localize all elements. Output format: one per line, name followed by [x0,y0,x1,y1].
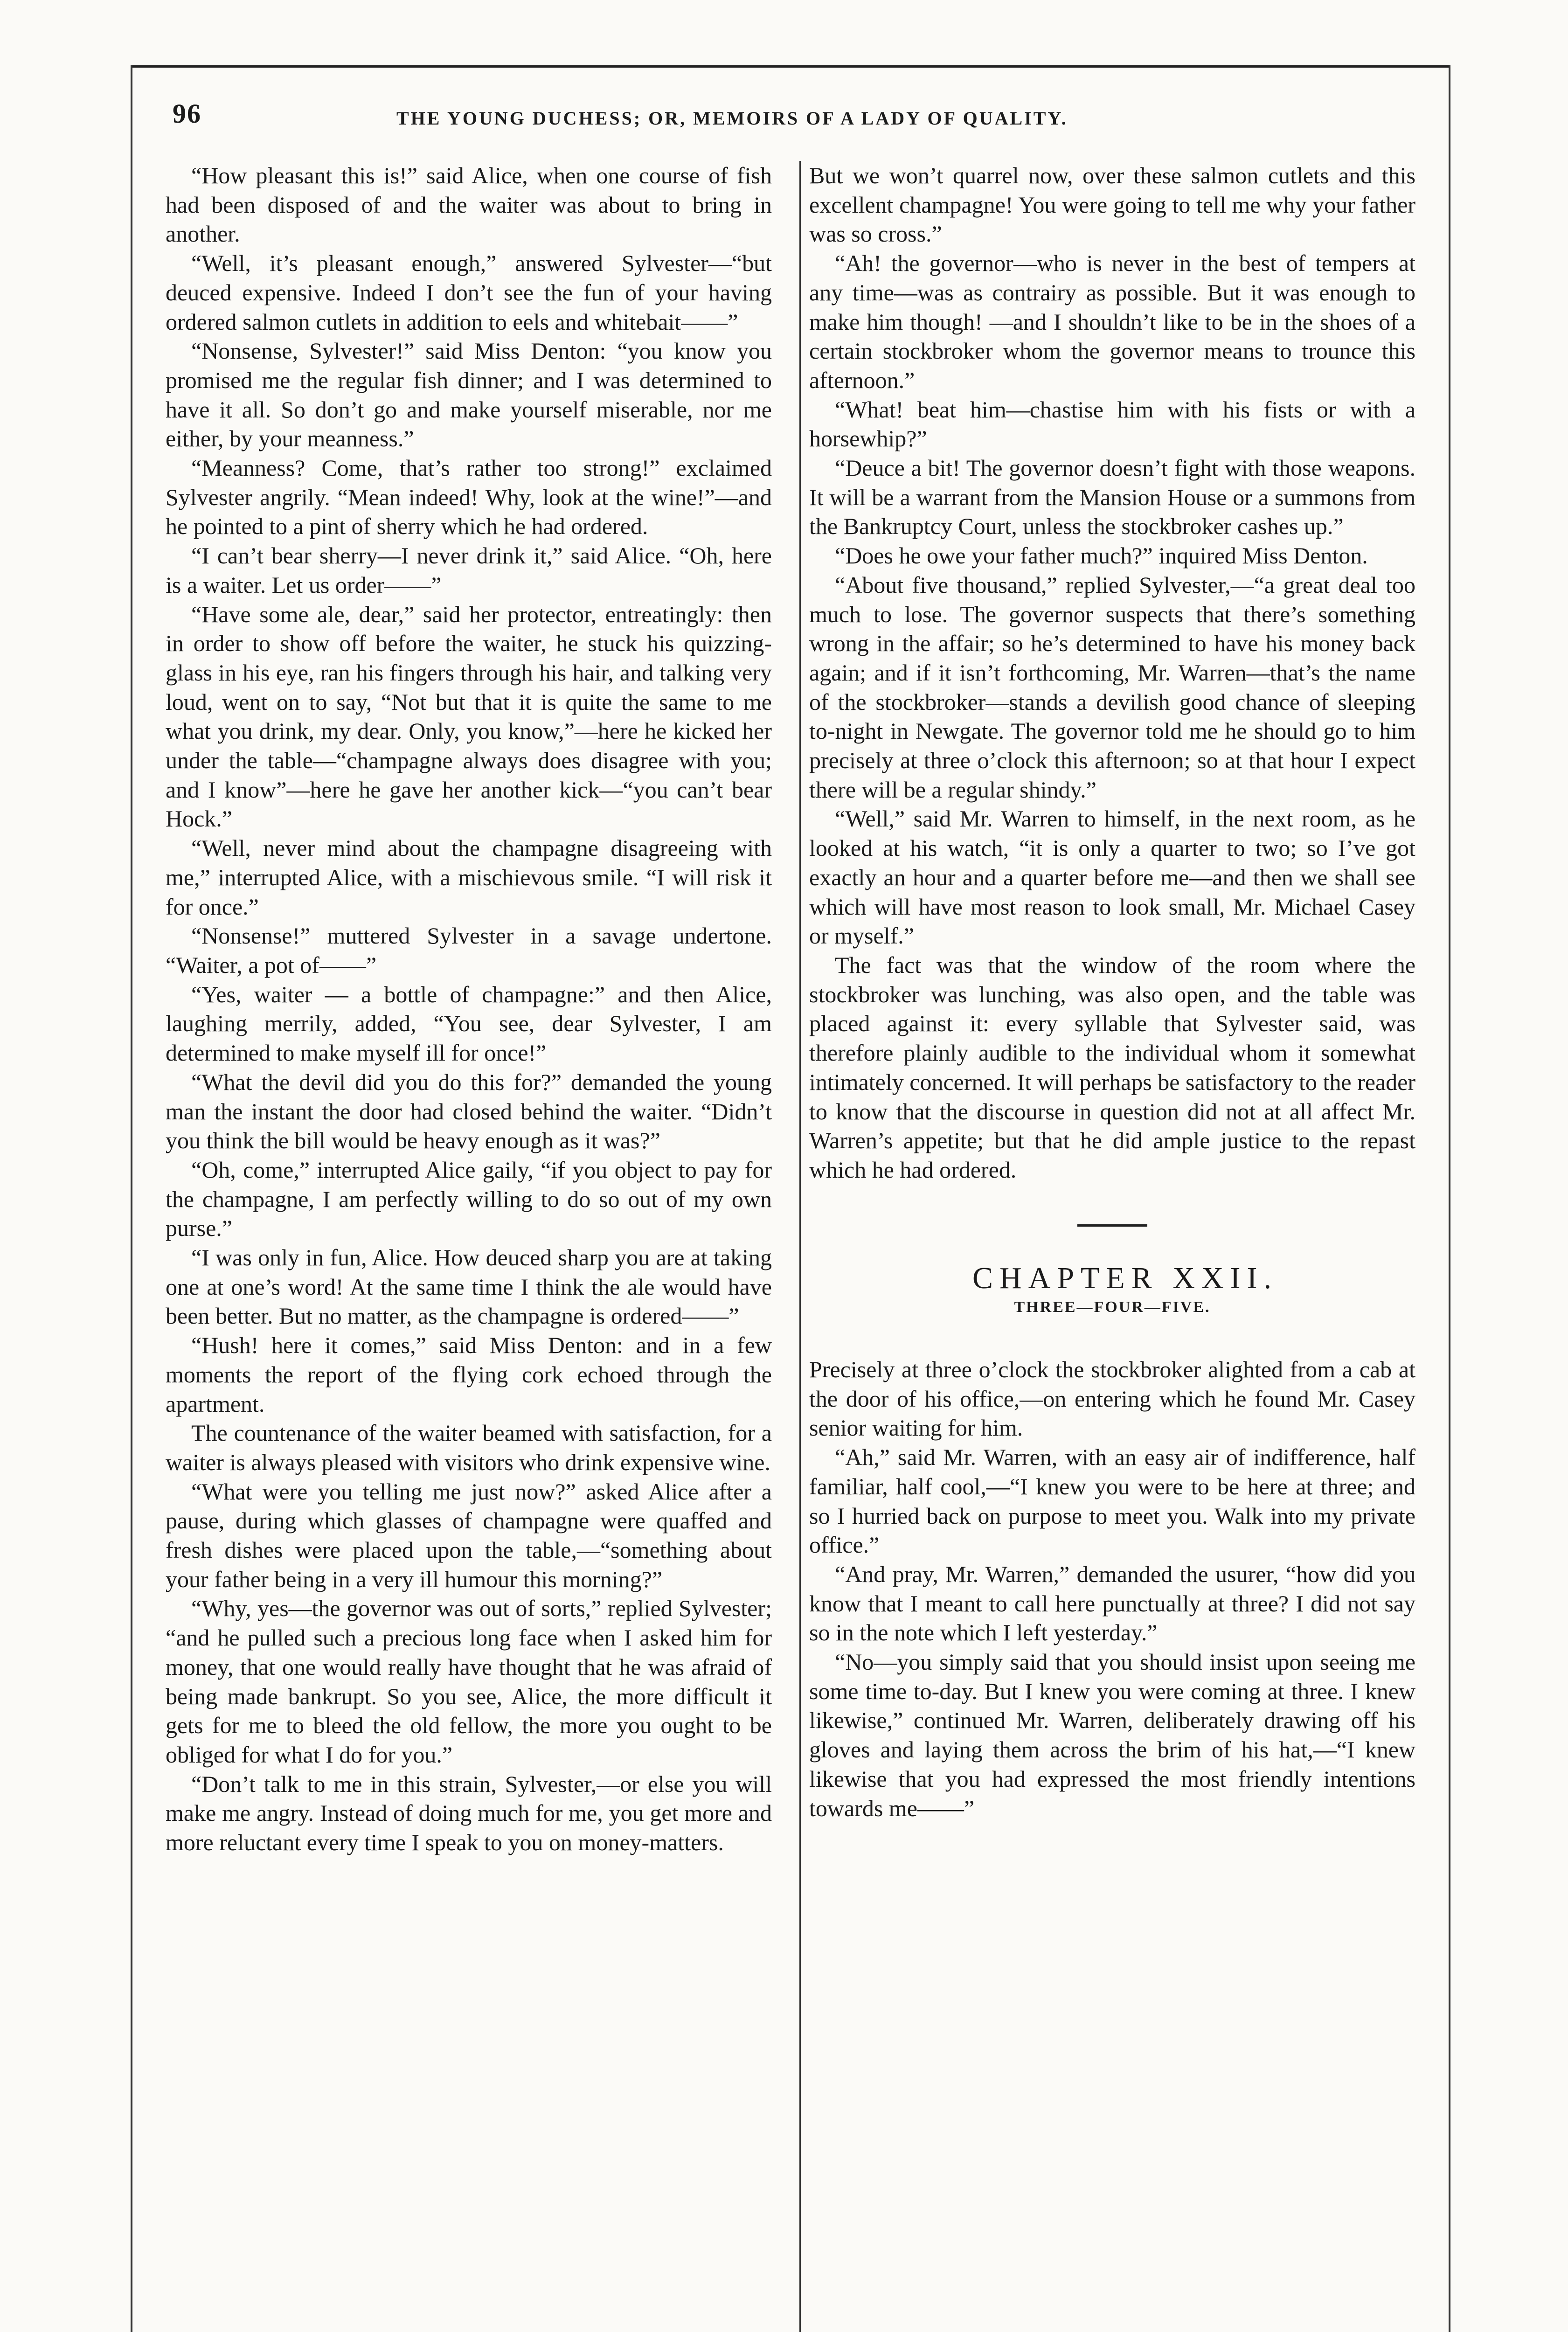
paragraph: “Ah! the governor—who is never in the best of tempers at any time—was as contrairy as possible. But it was enough to make him though! —and I shouldn’t like to be in the shoes of a certain stockbroker whom the governor means to trounce this afternoon.” [809,250,1415,393]
section-rule [1077,1224,1147,1227]
paragraph: “No—you simply said that you should insist upon seeing me some time to-day. But I knew you were coming at three. I knew likewise,” continued Mr. Warren, deliberately drawing off his gloves and laying them across the brim of his hat,—“I knew likewise that you had expressed the most friendly intentions towards me——” [809,1649,1415,1821]
paragraph: “What were you telling me just now?” asked Alice after a pause, during which glasses of champagne were quaffed and fresh dishes were placed upon the table,—“something about your father being in a very ill humour this morning?” [166,1478,772,1592]
paragraph: “Well, never mind about the champagne disagreeing with me,” interrupted Alice, with a mischievous smile. “I will risk it for once.” [166,835,772,920]
paragraph: “What! beat him—chastise him with his fists or with a horsewhip?” [809,396,1415,452]
paragraph: “Well,” said Mr. Warren to himself, in the next room, as he looked at his watch, “it is only a quarter to two; so I’ve got exactly an hour and a quarter before me—and then we shall see which will have most reason to look small, Mr. Michael Casey or myself.” [809,805,1415,949]
page-number: 96 [173,98,201,129]
frame-right-rule [1449,65,1450,2332]
paragraph: “I was only in fun, Alice. How deuced sharp you are at taking one at one’s word! At the same time I think the ale would have been better. But no matter, as the champagne is ordered——” [166,1244,772,1329]
paragraph: “Oh, come,” interrupted Alice gaily, “if you object to pay for the champagne, I am perfectly willing to do so out of my own purse.” [166,1156,772,1242]
paragraph: “Does he owe your father much?” inquired Miss Denton. [835,542,1368,569]
running-head: THE YOUNG DUCHESS; OR, MEMOIRS OF A LADY OF QUALITY. [396,108,1068,129]
left-column [166,161,772,1857]
right-column [809,161,1415,1823]
paragraph: “Nonsense, Sylvester!” said Miss Denton: “you know you promised me the regular fish dinner; and I was determined to have it all. So don’t go and make yourself miserable, nor me either, by your meanness.” [166,338,772,452]
paragraph: “Nonsense!” muttered Sylvester in a savage undertone. “Waiter, a pot of——” [166,923,772,978]
paragraph: “How pleasant this is!” said Alice, when one course of fish had been disposed of and the waiter was about to bring in another. [166,162,772,247]
paragraph: “Yes, waiter — a bottle of champagne:” and then Alice, laughing merrily, added, “You see, dear Sylvester, I am determined to make myself ill for once!” [166,981,772,1066]
page-header [173,93,1418,145]
paragraph: “Deuce a bit! The governor doesn’t fight with those weapons. It will be a warrant from the Mansion House or a summons from the Bankruptcy Court, unless the stockbroker cashes up.” [809,455,1415,540]
paragraph: “What the devil did you do this for?” demanded the young man the instant the door had closed behind the waiter. “Didn’t you think the bill would be heavy enough as it was?” [166,1069,772,1154]
paragraph: Precisely at three o’clock the stockbroker alighted from a cab at the door of his office,—on entering which he found Mr. Casey senior waiting for him. [809,1356,1415,1441]
chapter-subtitle: THREE—FOUR—FIVE. [1014,1298,1211,1316]
paragraph: “Well, it’s pleasant enough,” answered Sylvester—“but deuced expensive. Indeed I don’t see the fun of your having ordered salmon cutlets in addition to eels and whitebait——” [166,250,772,335]
paragraph: “Meanness? Come, that’s rather too strong!” exclaimed Sylvester angrily. “Mean indeed! Why, look at the wine!”—and he pointed to a pint of sherry which he had ordered. [166,455,772,540]
paragraph: “Don’t talk to me in this strain, Sylvester,—or else you will make me angry. Instead of doing much for me, you get more and more reluctant every time I speak to you on money-matters. [166,1770,772,1856]
paragraph: “About five thousand,” replied Sylvester,—“a great deal too much to lose. The governor suspects that there’s something wrong in the affair; so he’s determined to have his money back again; and if it isn’t forthcoming, Mr. Warren—that’s the name of the stockbroker—stands a devilish good chance of sleeping to-night in Newgate. The governor told me he should go to him precisely at three o’clock this afternoon; so at that hour I expect there will be a regular shindy.” [809,571,1415,803]
paragraph: The countenance of the waiter beamed with satisfaction, for a waiter is always pleased with visitors who drink expensive wine. [166,1420,772,1475]
column-divider [799,161,801,2332]
paragraph: “Have some ale, dear,” said her protector, entreatingly: then in order to show off before the waiter, he stuck his quizzing-glass in his eye, ran his fingers through his hair, and talking very loud, went on to say, “Not but that it is quite the same to me what you drink, my dear. Only, you know,”—here he kicked her under the table—“champagne always does disagree with you; and I know”—here he gave her another kick—“you can’t bear Hock.” [166,601,772,832]
paragraph: The fact was that the window of the room where the stockbroker was lunching, was also open, and the table was placed against it: every syllable that Sylvester said, was therefore plainly audible to the individual whom it somewhat intimately concerned. It will perhaps be satisfactory to the reader to know that the discourse in question did not at all affect Mr. Warren’s appetite; but that he did ample justice to the repast which he had ordered. [809,951,1415,1183]
paragraph: “Ah,” said Mr. Warren, with an easy air of indifference, half familiar, half cool,—“I knew you were to be here at three; and so I hurried back on purpose to meet you. Walk into my private office.” [809,1444,1415,1558]
chapter-title: CHAPTER XXII. [972,1261,1278,1295]
frame-left-rule [131,65,132,2332]
paragraph: But we won’t quarrel now, over these salmon cutlets and this excellent champagne! You were going to tell me why your father was so cross.” [809,162,1415,247]
paragraph: “Why, yes—the governor was out of sorts,” replied Sylvester; “and he pulled such a precious long face when I asked him for money, that one would really have thought that he was afraid of being made bankrupt. So you see, Alice, the more difficult it gets for me to bleed the old fellow, the more you ought to be obliged for what I do for you.” [166,1595,772,1768]
paragraph: “And pray, Mr. Warren,” demanded the usurer, “how did you know that I meant to call here punctually at three? I did not say so in the note which I left yesterday.” [809,1561,1415,1646]
paragraph: “Hush! here it comes,” said Miss Denton: and in a few moments the report of the flying cork echoed through the apartment. [166,1332,772,1417]
paragraph: “I can’t bear sherry—I never drink it,” said Alice. “Oh, here is a waiter. Let us order——” [166,542,772,598]
